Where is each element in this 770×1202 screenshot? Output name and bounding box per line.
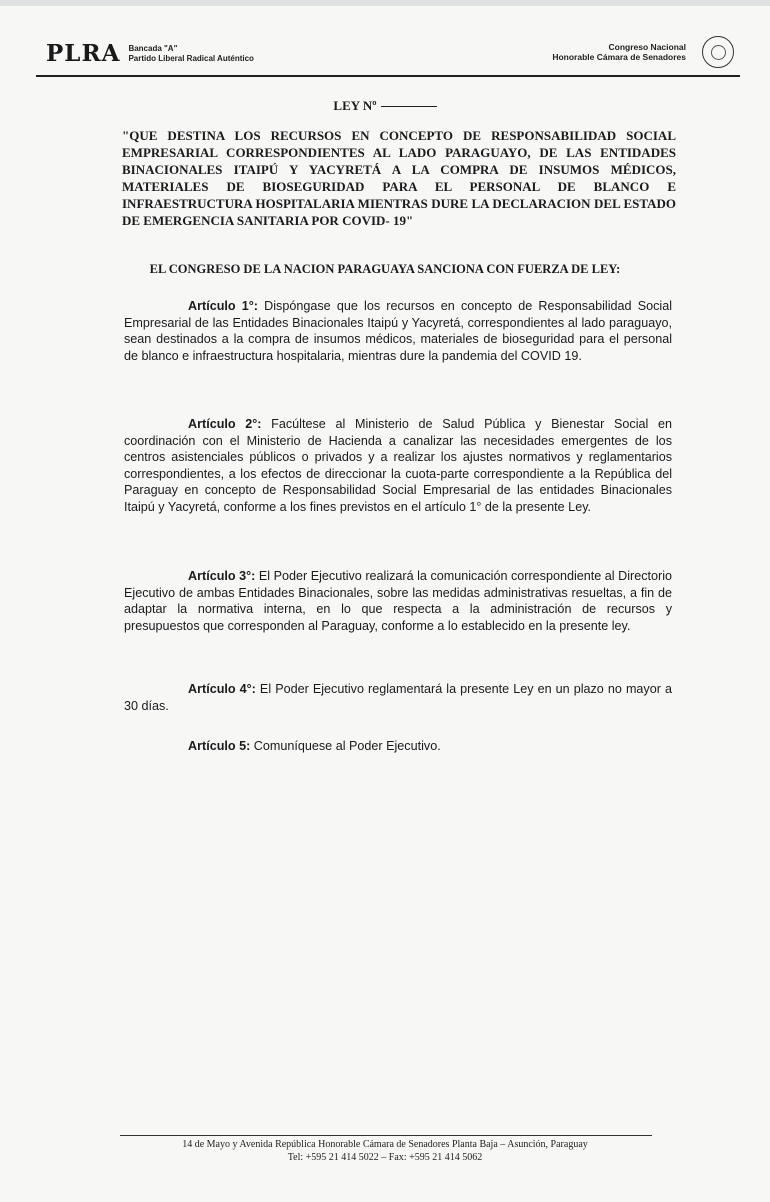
bancada-line-1: Bancada "A" bbox=[128, 43, 178, 53]
law-title: "QUE DESTINA LOS RECURSOS EN CONCEPTO DE RESPONSABILIDAD SOCIAL EMPRESARIAL CORRESPONDIENTES AL LADO PARAGUAYO, DE LAS ENTIDADES BINACIONALES ITAIPÚ Y YACYRETÁ A LA COMPRA DE INSUMOS MÉDICOS, MATERIALES DE BIOSEGURIDAD PARA EL PERSONAL DE BLANCO E INFRAESTRUCTURA HOSPITALARIA MIENTRAS DURE LA DECLARACION DEL ESTADO DE EMERGENCIA SANITARIA POR COVID- 19" bbox=[122, 128, 676, 228]
article-2-label: Artículo 2°: bbox=[188, 417, 262, 431]
article-3 bbox=[124, 568, 700, 634]
footer-phone: Tel: +595 21 414 5022 – Fax: +595 21 414 5062 bbox=[287, 1152, 483, 1163]
article-2-text: Facúltese al Ministerio de Salud Pública y Bienestar Social en coordinación con el Ministerio de Hacienda a canalizar las necesidades emergentes de los centros asistenciales públicos o privados y a realizar los ajustes normativos y reglamentarios correspondientes, a los efectos de direccionar la cuota-parte correspondiente a la República del Paraguay en concepto de Responsabilidad Social Empresarial de las entidades Binacionales Itaipú y Yacyretá, conforme a los fines previstos en el artículo 1° de la presente Ley. bbox=[124, 417, 672, 514]
letterhead bbox=[40, 36, 740, 76]
footer-address: 14 de Mayo y Avenida República Honorable Cámara de Senadores Planta Baja – Asunción, Paraguay bbox=[182, 1139, 588, 1150]
law-number bbox=[0, 98, 770, 114]
plra-logo bbox=[46, 40, 254, 67]
article-1 bbox=[124, 298, 672, 364]
article-4-text: El Poder Ejecutivo reglamentará la presente Ley en un plazo no mayor a 30 días. bbox=[124, 682, 672, 713]
senate-line-1: Congreso Nacional bbox=[608, 42, 686, 52]
article-3-text: El Poder Ejecutivo realizará la comunicación correspondiente al Directorio Ejecutivo de ambas Entidades Binacionales, sobre las medidas administrativas resueltas, a fin de adaptar la normativa interna, en lo que respecta a la administración de recursos y presupuestos que corresponden al Paraguay, conforme a lo establecido en la presente ley. bbox=[124, 569, 700, 633]
article-5-label: Artículo 5: bbox=[188, 739, 251, 753]
article-4 bbox=[124, 681, 672, 714]
senate-label bbox=[552, 42, 686, 62]
article-3-label: Artículo 3°: bbox=[188, 569, 256, 583]
bancada-line-2: Partido Liberal Radical Auténtico bbox=[128, 53, 254, 63]
article-1-text: Dispóngase que los recursos en concepto de Responsabilidad Social Empresarial de las Entidades Binacionales Itaipú y Yacyretá, correspondientes al lado paraguayo, sean destinados a la compra de insumos médicos, materiales de bioseguridad para el personal de blanco e infraestructura hospitalaria, mientras dure la pandemia del COVID 19. bbox=[124, 299, 672, 363]
article-5-text: Comuníquese al Poder Ejecutivo. bbox=[250, 739, 441, 753]
senate-seal-icon bbox=[702, 36, 734, 68]
law-number-label: LEY Nº bbox=[333, 98, 377, 113]
senate-line-2: Honorable Cámara de Senadores bbox=[552, 52, 686, 62]
bancada-label bbox=[128, 44, 254, 64]
article-4-label: Artículo 4°: bbox=[188, 682, 256, 696]
page-top-edge bbox=[0, 0, 770, 6]
decree-heading: EL CONGRESO DE LA NACION PARAGUAYA SANCIONA CON FUERZA DE LEY: bbox=[149, 262, 621, 276]
article-2 bbox=[124, 416, 672, 515]
footer-divider bbox=[120, 1135, 652, 1136]
article-5 bbox=[124, 738, 672, 755]
law-number-blank bbox=[381, 106, 437, 107]
plra-wordmark: PLRA bbox=[46, 40, 121, 67]
header-divider bbox=[36, 75, 740, 77]
article-1-label: Artículo 1°: bbox=[188, 299, 258, 313]
